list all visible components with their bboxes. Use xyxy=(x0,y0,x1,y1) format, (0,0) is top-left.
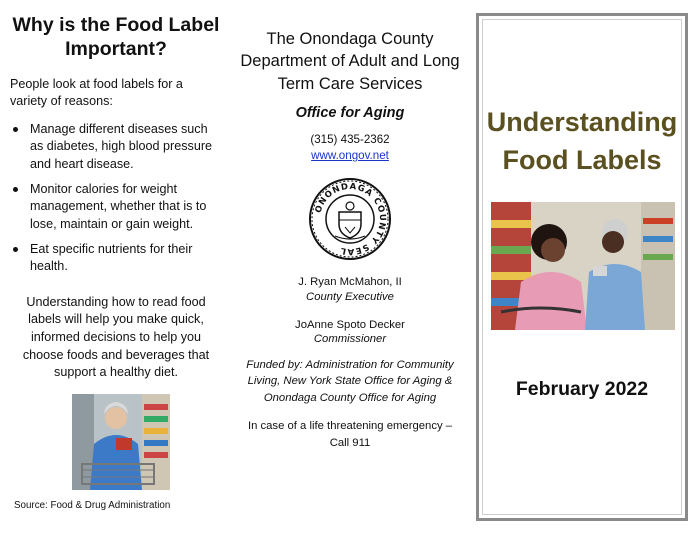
issue-date: February 2022 xyxy=(515,378,649,400)
svg-text:ONONDAGA COUNTY SEAL: ONONDAGA COUNTY SEAL xyxy=(313,182,388,257)
middle-panel xyxy=(240,28,460,451)
shopper-photo xyxy=(72,394,170,490)
commissioner-name: JoAnne Spoto Decker xyxy=(295,318,405,331)
cover-panel xyxy=(476,13,688,521)
left-panel xyxy=(10,14,222,382)
outro-text: Understanding how to read food labels will help you make quick, informed decisions to help you choose foods and beverages that support a healthy diet. xyxy=(22,294,210,380)
brochure-title: Understanding Food Labels xyxy=(486,107,678,175)
funding-statement: Funded by: Administration for Community Living, New York State Office for Aging & Onondaga County Office for Aging xyxy=(246,359,454,404)
source-note: Source: Food & Drug Administration xyxy=(14,500,171,511)
bullet-icon xyxy=(13,247,18,252)
county-seal-icon xyxy=(309,178,391,260)
reasons-list xyxy=(10,121,222,276)
list-item: Monitor calories for weight management, whether that is to lose, maintain or gain weight. xyxy=(10,181,222,234)
commissioner-title: Commissioner xyxy=(313,333,387,346)
bullet-icon xyxy=(13,127,18,132)
department-name: The Onondaga County Department of Adult and Long Term Care Services xyxy=(240,30,460,93)
grocery-shoppers-photo xyxy=(491,202,675,330)
executive-title: County Executive xyxy=(306,290,394,303)
website-link[interactable]: www.ongov.net xyxy=(311,149,389,163)
phone-number: (315) 435-2362 xyxy=(310,133,390,147)
list-item: Eat specific nutrients for their health. xyxy=(10,241,222,276)
executive-name: J. Ryan McMahon, II xyxy=(298,276,402,289)
section-heading: Why is the Food Label Important? xyxy=(12,14,220,60)
list-item: Manage different diseases such as diabetes, high blood pressure and heart disease. xyxy=(10,121,222,174)
office-name: Office for Aging xyxy=(295,105,405,122)
bullet-icon xyxy=(13,187,18,192)
emergency-note: In case of a life threatening emergency – Call 911 xyxy=(247,420,453,449)
intro-text: People look at food labels for a variety of reasons: xyxy=(10,76,183,109)
